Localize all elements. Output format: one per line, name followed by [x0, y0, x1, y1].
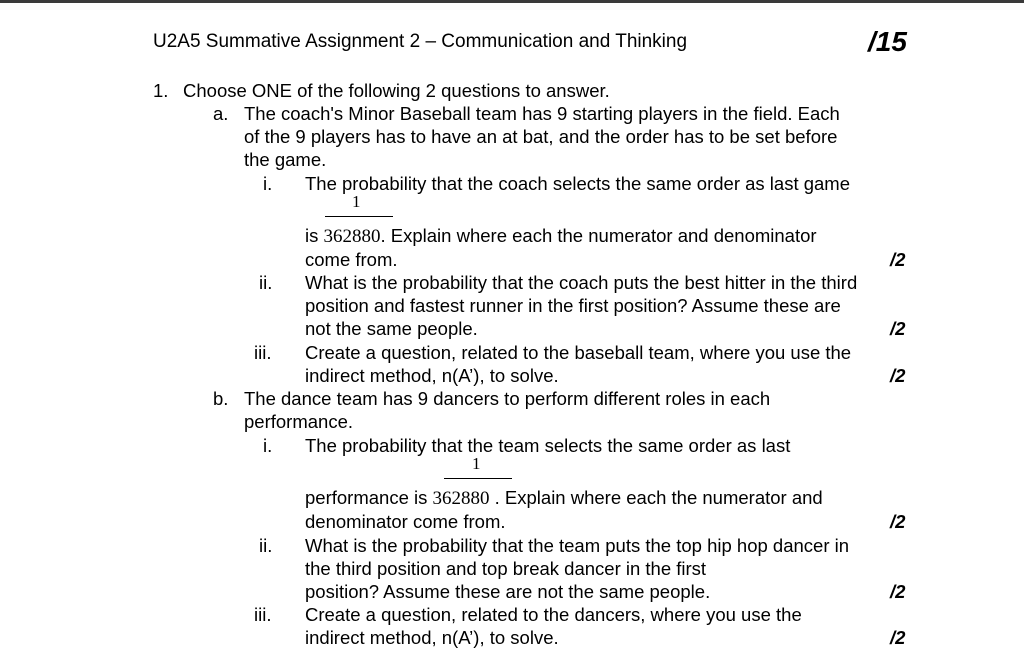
item-a-i-text: come from.: [305, 249, 398, 270]
item-b-ii-text: position? Assume these are not the same people.: [305, 581, 711, 602]
marks-value: /2: [890, 511, 906, 532]
item-b-iii-text: indirect method, n(A’), to solve.: [305, 627, 559, 648]
marks-value: /2: [890, 318, 906, 339]
item-b-i-text: denominator come from.: [305, 511, 506, 532]
item-b-i-pre: performance is: [305, 487, 433, 508]
marks-value: /2: [890, 581, 906, 602]
item-a-i-fraction-line: [305, 225, 817, 248]
fraction-bar: [444, 478, 512, 479]
item-a-iii-label: iii.: [254, 342, 272, 363]
part-a-label: a.: [213, 103, 229, 124]
question-prompt: Choose ONE of the following 2 questions to answer.: [183, 80, 610, 101]
part-a-intro-line: of the 9 players has to have an at bat, and the order has to be set before: [244, 126, 838, 147]
item-a-i-text: The probability that the coach selects the same order as last game: [305, 173, 851, 194]
marks-value: /2: [890, 365, 906, 386]
item-a-iii-text: indirect method, n(A’), to solve.: [305, 365, 559, 386]
part-b-intro-line: performance.: [244, 411, 353, 432]
fraction-numerator: 1: [472, 454, 481, 473]
item-a-i-label: i.: [263, 173, 273, 194]
part-b-label: b.: [213, 388, 229, 409]
item-a-i-pre: is: [305, 225, 324, 246]
item-a-ii-label: ii.: [259, 272, 273, 293]
item-a-iii-text: Create a question, related to the baseball team, where you use the: [305, 342, 852, 363]
item-b-ii-label: ii.: [259, 535, 273, 556]
item-b-ii-text: the third position and top break dancer in the first: [305, 558, 707, 579]
fraction-numerator: 1: [352, 192, 361, 211]
marks-value: /2: [890, 249, 906, 270]
marks-value: /2: [890, 627, 906, 648]
item-a-ii-text: What is the probability that the coach puts the best hitter in the third: [305, 272, 858, 293]
item-b-i-post: . Explain where each the numerator and: [489, 487, 823, 508]
part-a-intro-line: The coach's Minor Baseball team has 9 starting players in the field. Each: [244, 103, 840, 124]
top-border: [0, 0, 1024, 3]
item-b-i-fraction-line: [305, 487, 823, 510]
fraction-denominator: 362880: [323, 226, 381, 247]
item-a-ii-text: position and fastest runner in the first position? Assume these are: [305, 295, 841, 316]
item-a-ii-text: not the same people.: [305, 318, 478, 339]
fraction-denominator: 362880: [432, 488, 490, 509]
item-a-i-post: . Explain where each the numerator and denominator: [380, 225, 817, 246]
total-marks: /15: [868, 26, 907, 57]
item-b-iii-text: Create a question, related to the dancers, where you use the: [305, 604, 802, 625]
item-b-i-text: The probability that the team selects the same order as last: [305, 435, 791, 456]
item-b-ii-text: What is the probability that the team puts the top hip hop dancer in: [305, 535, 850, 556]
question-number: 1.: [153, 80, 169, 101]
item-b-i-label: i.: [263, 435, 273, 456]
page-title: U2A5 Summative Assignment 2 – Communication and Thinking: [153, 31, 688, 52]
part-b-intro-line: The dance team has 9 dancers to perform different roles in each: [244, 388, 771, 409]
fraction-bar: [325, 216, 393, 217]
part-a-intro-line: the game.: [244, 149, 327, 170]
item-b-iii-label: iii.: [254, 604, 272, 625]
